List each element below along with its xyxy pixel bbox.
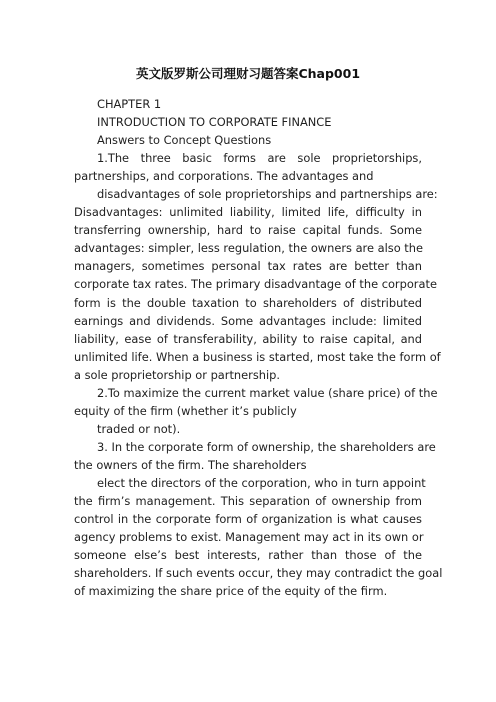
paragraph-line: Disadvantages: unlimited liability, limited life, difficulty in <box>74 205 422 220</box>
paragraph-line: the owners of the firm. The shareholders <box>74 457 307 472</box>
document-body <box>74 95 443 600</box>
paragraph-line: disadvantages of sole proprietorships and partnerships are: <box>97 187 438 202</box>
paragraph-line: shareholders. If such events occur, they may contradict the goal <box>74 566 443 581</box>
paragraph-3 <box>74 384 438 420</box>
paragraph-1 <box>74 149 422 185</box>
section-heading <box>74 131 422 149</box>
paragraph-line: traded or not). <box>97 421 181 436</box>
paragraph-line: managers, sometimes personal tax rates are better than <box>74 259 422 274</box>
paragraph-line: someone else’s best interests, rather than those of the <box>74 548 422 563</box>
paragraph-6 <box>74 474 443 600</box>
paragraph-line: advantages: simpler, less regulation, the owners are also the <box>74 241 423 256</box>
section-heading-text: Answers to Concept Questions <box>97 133 272 148</box>
paragraph-5 <box>74 438 436 474</box>
paragraph-line: partnerships, and corporations. The advantages and <box>74 169 374 184</box>
paragraph-line: of maximizing the share price of the equity of the firm. <box>74 584 388 599</box>
chapter-text: CHAPTER 1 <box>97 97 162 111</box>
paragraph-line: unlimited life. When a business is started, most take the form of <box>74 349 441 364</box>
paragraph-line: a sole proprietorship or partnership. <box>74 367 281 382</box>
paragraph-line: liability, ease of transferability, ability to raise capital, and <box>74 331 422 346</box>
chapter-label <box>74 95 422 113</box>
paragraph-line: agency problems to exist. Management may act in its own or <box>74 530 424 545</box>
chapter-title <box>74 113 422 131</box>
chapter-title-text: INTRODUCTION TO CORPORATE FINANCE <box>97 115 332 130</box>
paragraph-line: control in the corporate form of organization is what causes <box>74 512 422 527</box>
paragraph-line: elect the directors of the corporation, who in turn appoint <box>97 475 426 490</box>
paragraph-line: 3. In the corporate form of ownership, the shareholders are <box>97 439 436 454</box>
paragraph-2 <box>74 185 441 384</box>
paragraph-line: 2.To maximize the current market value (share price) of the <box>97 385 438 400</box>
document-title: 英文版罗斯公司理财习题答案Chap001 <box>135 66 361 81</box>
paragraph-4 <box>74 420 422 438</box>
paragraph-line: form is the double taxation to shareholders of distributed <box>74 295 422 310</box>
paragraph-line: earnings and dividends. Some advantages include: limited <box>74 313 422 328</box>
paragraph-line: equity of the firm (whether it’s publicly <box>74 403 297 418</box>
paragraph-line: corporate tax rates. The primary disadvantage of the corporate <box>74 277 437 292</box>
paragraph-line: the firm’s management. This separation of ownership from <box>74 494 422 509</box>
paragraph-line: transferring ownership, hard to raise capital funds. Some <box>74 223 422 238</box>
paragraph-line: 1.The three basic forms are sole proprietorships, <box>97 151 422 166</box>
